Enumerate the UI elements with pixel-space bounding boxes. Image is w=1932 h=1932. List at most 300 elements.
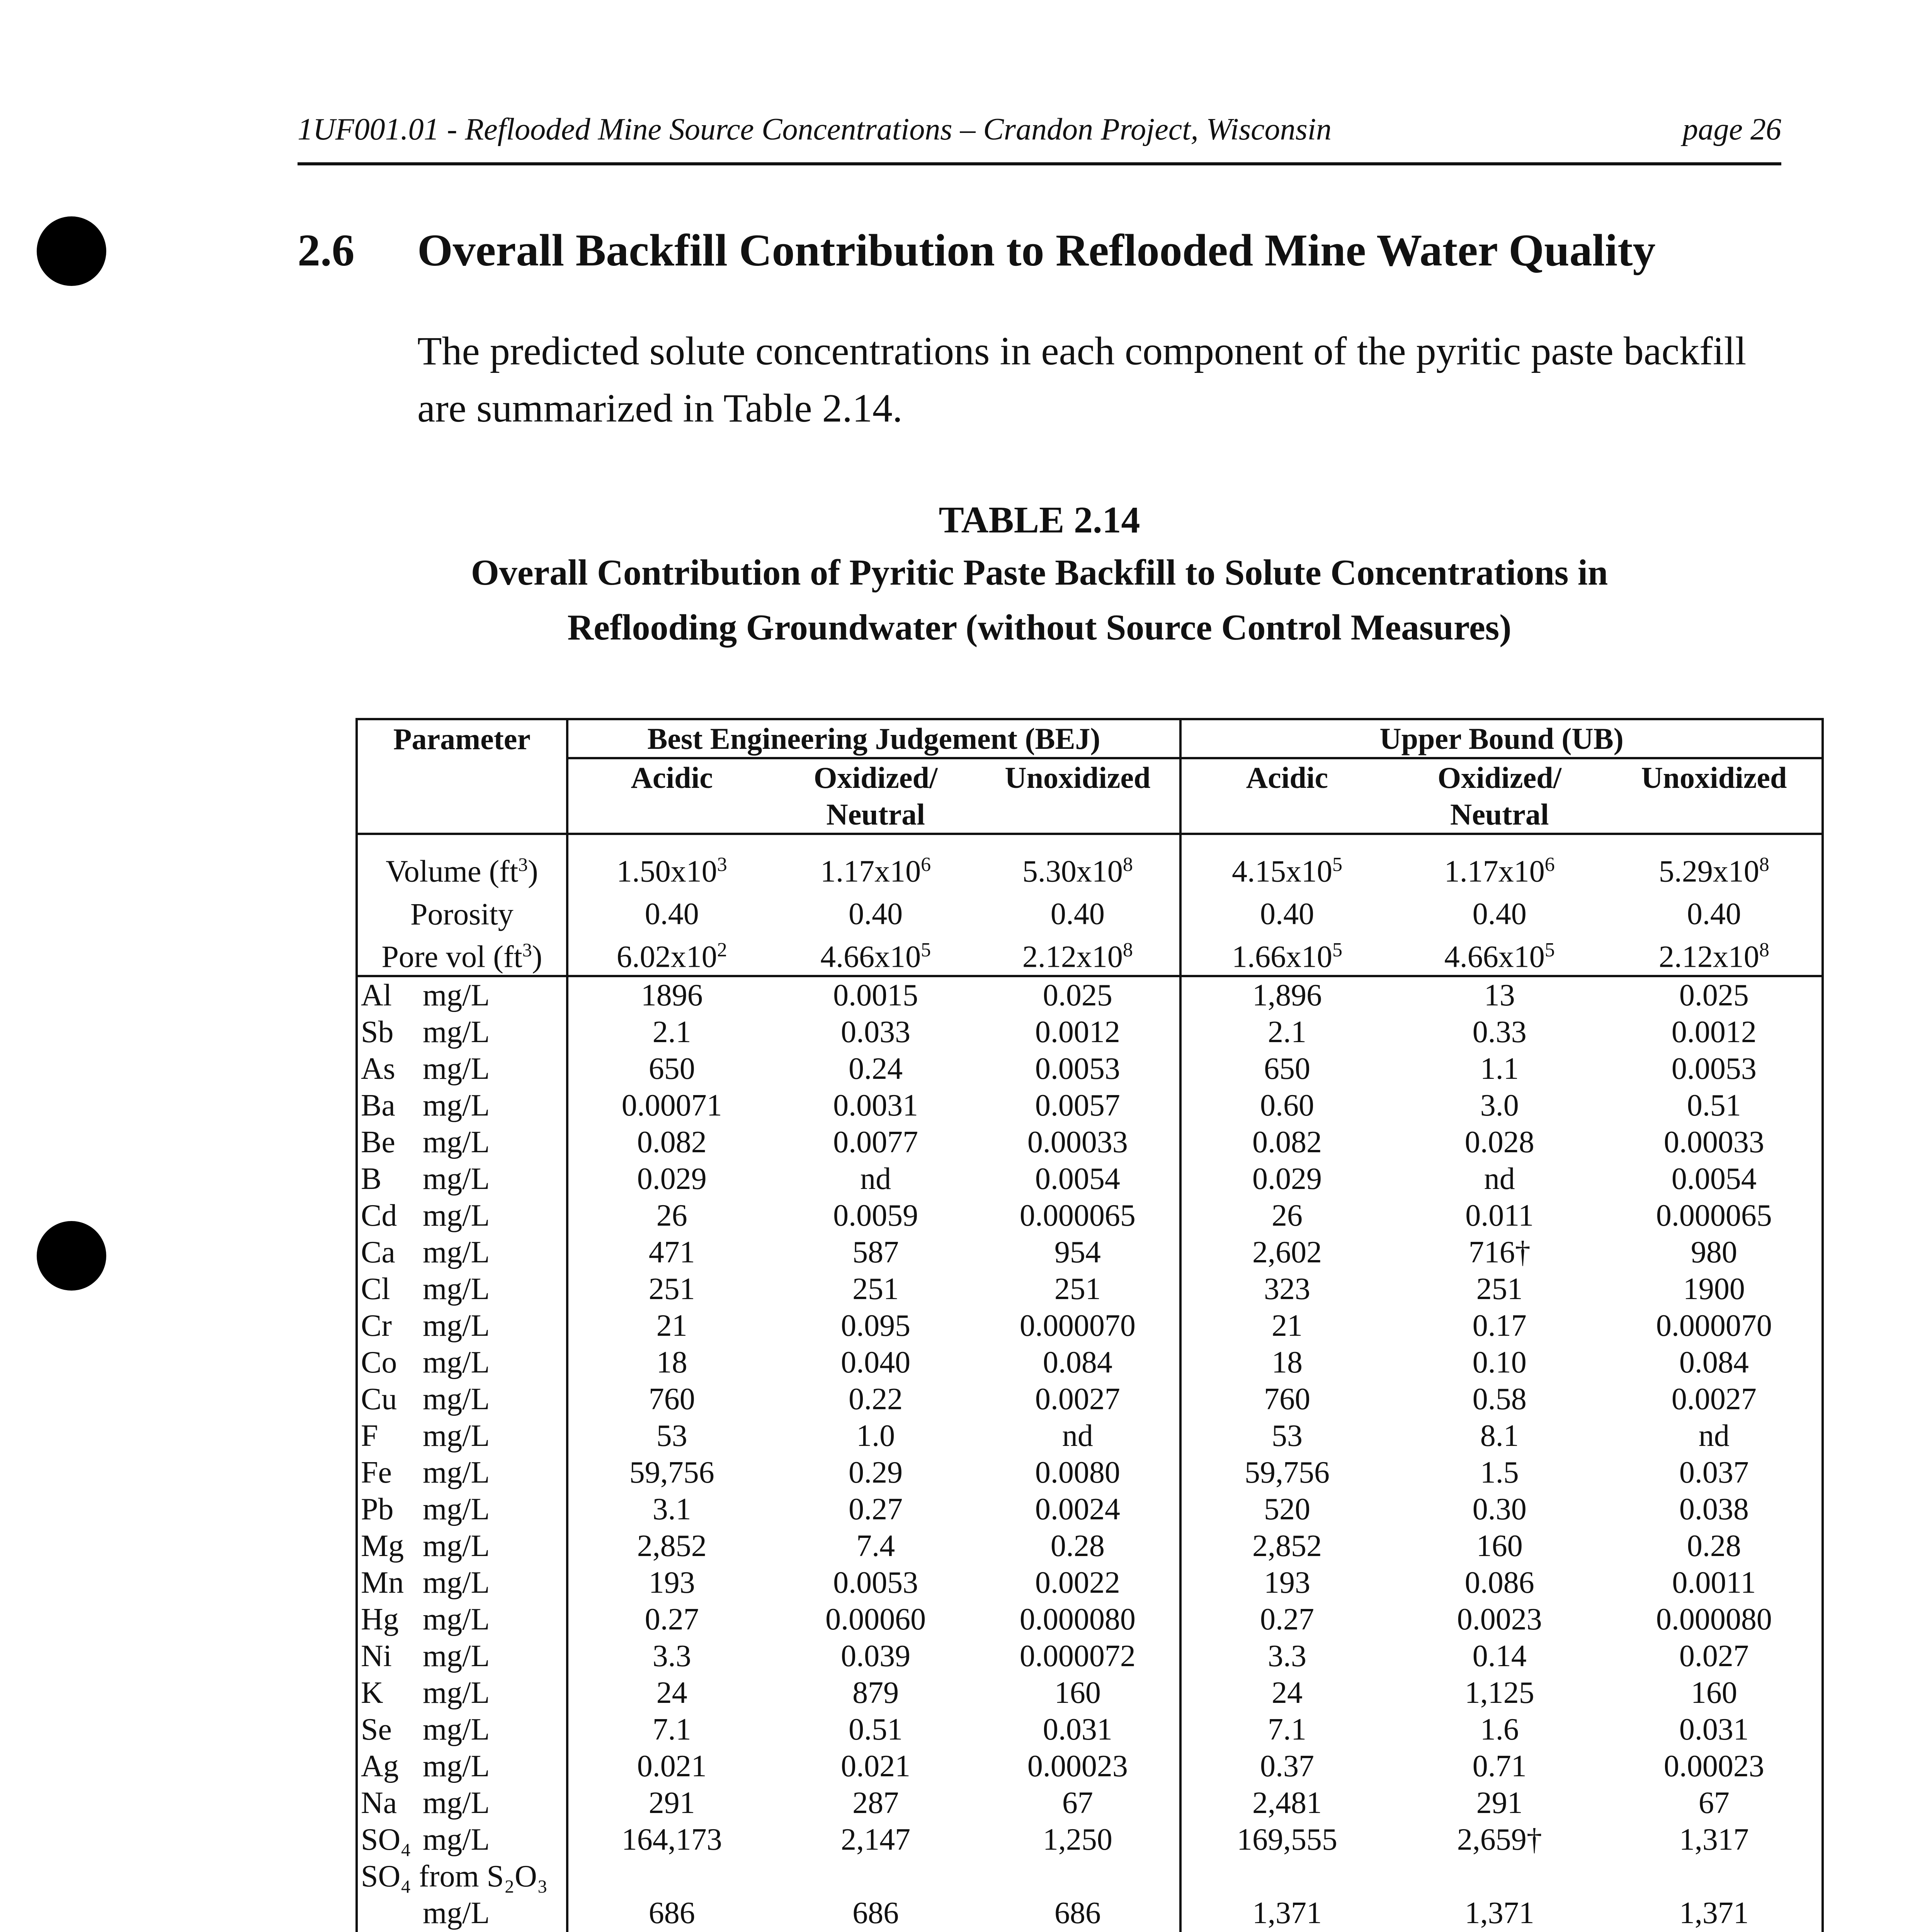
param-header-blank: [357, 758, 567, 796]
ub-oxidized-header: Oxidized/: [1437, 760, 1562, 794]
element-symbol: Cu: [361, 1382, 397, 1417]
value-cell: 0.029: [637, 1162, 707, 1196]
element-row: [357, 976, 1823, 1014]
value-cell: 160: [1476, 1529, 1523, 1563]
section-heading: [298, 224, 1656, 277]
element-unit: mg/L: [423, 1015, 490, 1049]
value-cell: 0.28: [976, 1528, 1180, 1565]
summary-label-text: Volume (ft: [386, 854, 519, 889]
value-mantissa: 1.66x10: [1231, 940, 1332, 974]
parameter-cell: [357, 1271, 567, 1308]
value-cell: 2,147: [841, 1823, 911, 1857]
element-symbol: Cr: [361, 1309, 392, 1343]
value-cell: 0.17: [1472, 1309, 1527, 1343]
element-symbol: Na: [361, 1786, 397, 1820]
bej-unoxidized-header: Unoxidized: [976, 758, 1180, 796]
value-cell: 0.000070: [976, 1308, 1180, 1344]
value-cell: 0.0024: [976, 1491, 1180, 1528]
value-cell: 0.0053: [976, 1051, 1180, 1087]
value-cell: 587: [852, 1235, 899, 1270]
element-symbol: Cl: [361, 1272, 390, 1306]
value-cell: 0.0077: [833, 1125, 918, 1160]
param-header-blank-2: [357, 796, 567, 834]
value-cell: 1,250: [976, 1821, 1180, 1858]
value-cell: 0.0022: [976, 1565, 1180, 1601]
value-mantissa: 1.50x10: [616, 854, 717, 889]
parameter-cell: [357, 1675, 567, 1711]
value-cell: 0.22: [849, 1382, 903, 1417]
value-cell: 0.00033: [976, 1124, 1180, 1161]
element-unit: mg/L: [423, 1566, 490, 1600]
value-cell: 193: [1264, 1566, 1310, 1600]
value-cell: 716†: [1468, 1235, 1531, 1270]
value-cell: 1,125: [1464, 1676, 1534, 1710]
value-cell: 21: [1271, 1309, 1303, 1343]
ub-summary-cell: [1180, 889, 1393, 932]
value-exponent: 5: [1332, 939, 1342, 961]
value-cell: 0.000065: [1607, 1197, 1823, 1234]
value-cell: 7.1: [1267, 1713, 1306, 1747]
element-unit: mg/L: [423, 1382, 490, 1417]
value-mantissa: 0.40: [1687, 897, 1741, 931]
value-cell: 7.1: [652, 1713, 691, 1747]
value-cell: 0.0054: [976, 1161, 1180, 1197]
element-row: [357, 1491, 1823, 1528]
parameter-cell: [357, 1785, 567, 1821]
value-cell: 1896: [641, 978, 703, 1013]
ub-neutral-header: Neutral: [1393, 796, 1607, 834]
element-unit: mg/L: [423, 1419, 490, 1453]
value-cell: 1,317: [1607, 1821, 1823, 1858]
element-unit: mg/L: [423, 1162, 490, 1196]
bej-summary-cell: [567, 889, 776, 932]
value-cell: 3.1: [652, 1492, 691, 1527]
value-cell: 291: [648, 1786, 695, 1820]
summary-label-sup: 3: [518, 854, 528, 875]
parameter-cell: [357, 1014, 567, 1051]
value-cell: 0.60: [1260, 1088, 1314, 1123]
ub-summary-cell: [1607, 889, 1823, 932]
value-cell: 760: [1264, 1382, 1310, 1417]
element-symbol: Sb: [361, 1015, 394, 1049]
value-cell: 0.028: [1464, 1125, 1534, 1160]
value-mantissa: 5.29x10: [1658, 854, 1759, 889]
value-cell: 13: [1484, 978, 1515, 1013]
table-caption-line1: Overall Contribution of Pyritic Paste Backfill to Solute Concentrations in: [471, 553, 1608, 593]
parameter-cell: [357, 1418, 567, 1454]
value-cell: 0.0080: [976, 1454, 1180, 1491]
blank-cell: [976, 1858, 1180, 1895]
value-cell: 0.30: [1472, 1492, 1527, 1527]
value-cell: 0.000065: [976, 1197, 1180, 1234]
parameter-cell: [357, 1381, 567, 1418]
value-cell: 3.0: [1480, 1088, 1519, 1123]
element-unit: mg/L: [423, 1345, 490, 1380]
value-cell: 251: [1476, 1272, 1523, 1306]
value-mantissa: 4.66x10: [1444, 940, 1545, 974]
value-cell: 18: [1271, 1345, 1303, 1380]
element-row: [357, 1418, 1823, 1454]
parameter-cell: [357, 1454, 567, 1491]
value-cell: 0.0012: [1607, 1014, 1823, 1051]
value-cell: 26: [1271, 1199, 1303, 1233]
ub-summary-cell: [1393, 889, 1607, 932]
value-exponent: 8: [1122, 853, 1133, 876]
summary-label-after: ): [528, 854, 538, 889]
solute-concentration-table: [355, 718, 1824, 1932]
value-cell: 0.000080: [976, 1601, 1180, 1638]
value-mantissa: 0.40: [1472, 897, 1527, 931]
value-cell: 650: [1264, 1052, 1310, 1086]
element-unit: mg/L: [423, 1602, 490, 1637]
element-row: [357, 1014, 1823, 1051]
value-cell: 0.37: [1260, 1749, 1314, 1784]
value-cell: 169,555: [1236, 1823, 1337, 1857]
value-cell: 0.14: [1472, 1639, 1527, 1673]
value-cell: 650: [648, 1052, 695, 1086]
element-symbol: Mn: [361, 1566, 404, 1600]
value-cell: 0.000072: [976, 1638, 1180, 1675]
bej-summary-cell: [776, 932, 976, 976]
parameter-cell: [357, 1748, 567, 1785]
element-symbol: F: [361, 1419, 378, 1453]
value-cell: 53: [656, 1419, 687, 1453]
value-mantissa: 4.15x10: [1231, 854, 1332, 889]
value-cell: 686: [648, 1896, 695, 1930]
value-cell: 0.00071: [621, 1088, 722, 1123]
element-row: [357, 1711, 1823, 1748]
element-symbol: Al: [361, 978, 392, 1013]
summary-row: [357, 889, 1823, 932]
value-cell: 0.025: [1607, 976, 1823, 1014]
value-mantissa: 1.17x10: [820, 854, 921, 889]
summary-label: [357, 834, 567, 889]
element-unit: mg/L: [423, 1529, 490, 1563]
value-cell: 59,756: [1244, 1456, 1330, 1490]
value-cell: 0.0053: [833, 1566, 918, 1600]
value-cell: 686: [976, 1895, 1180, 1932]
element-row: [357, 1381, 1823, 1418]
parameter-cell: [357, 1197, 567, 1234]
element-unit: mg/L: [423, 978, 490, 1013]
element-symbol: Ca: [361, 1235, 395, 1270]
parameter-cell: [357, 1491, 567, 1528]
element-row: [357, 1454, 1823, 1491]
element-row: [357, 1308, 1823, 1344]
bej-summary-cell: [567, 834, 776, 889]
value-cell: 160: [1607, 1675, 1823, 1711]
element-row: [357, 1051, 1823, 1087]
value-cell: 0.0015: [833, 978, 918, 1013]
value-cell: 1,371: [1252, 1896, 1322, 1930]
value-cell: 0.28: [1607, 1528, 1823, 1565]
element-symbol: Fe: [361, 1456, 392, 1490]
parameter-cell: [357, 1344, 567, 1381]
element-row: [357, 1675, 1823, 1711]
value-exponent: 3: [717, 853, 727, 876]
value-cell: 760: [648, 1382, 695, 1417]
summary-label: [357, 932, 567, 976]
element-symbol: Ba: [361, 1088, 395, 1123]
value-cell: 0.0011: [1607, 1565, 1823, 1601]
element-row: [357, 1234, 1823, 1271]
parameter-cell: [357, 1528, 567, 1565]
value-cell: 193: [648, 1566, 695, 1600]
element-symbol: As: [361, 1052, 395, 1086]
element-unit: mg/L: [423, 1052, 490, 1086]
parameter-cell: [357, 1601, 567, 1638]
value-exponent: 8: [1759, 853, 1769, 876]
value-cell: 2,602: [1252, 1235, 1322, 1270]
value-cell: 0.037: [1607, 1454, 1823, 1491]
value-cell: 0.027: [1607, 1638, 1823, 1675]
value-cell: 0.51: [1607, 1087, 1823, 1124]
thiosulfate-unit: mg/L: [423, 1896, 490, 1930]
value-mantissa: 0.40: [1260, 897, 1314, 931]
value-cell: 291: [1476, 1786, 1523, 1820]
intro-paragraph: The predicted solute concentrations in each component of the pyritic paste backfill are summarized in Table 2.14.: [417, 329, 1747, 430]
ub-acidic-header: Acidic: [1246, 760, 1328, 794]
element-row: [357, 1638, 1823, 1675]
element-unit: mg/L: [423, 1272, 490, 1306]
parameter-cell: [357, 1638, 567, 1675]
value-cell: nd: [976, 1418, 1180, 1454]
value-cell: 3.3: [652, 1639, 691, 1673]
bej-neutral-header: Neutral: [776, 796, 976, 834]
blank-cell: [1607, 1858, 1823, 1895]
binder-hole-middle: [37, 1221, 106, 1291]
element-row: [357, 1528, 1823, 1565]
element-symbol: K: [361, 1676, 383, 1710]
value-cell: nd: [860, 1162, 891, 1196]
value-exponent: 6: [1544, 853, 1555, 876]
element-symbol: SO₄: [361, 1823, 412, 1857]
element-unit: mg/L: [423, 1456, 490, 1490]
value-cell: 1,371: [1607, 1895, 1823, 1932]
element-symbol: Se: [361, 1713, 392, 1747]
bej-summary-cell: [976, 889, 1180, 932]
value-cell: 251: [976, 1271, 1180, 1308]
value-cell: 0.038: [1607, 1491, 1823, 1528]
value-cell: 0.040: [841, 1345, 911, 1380]
summary-label-text: Pore vol (ft: [381, 940, 522, 974]
element-symbol: Cd: [361, 1199, 397, 1233]
value-cell: nd: [1484, 1162, 1515, 1196]
blank-cell: [976, 796, 1180, 834]
thiosulfate-label: SO₄ from S₂O₃: [357, 1858, 567, 1895]
blank-cell: [567, 796, 776, 834]
header-title: 1UF001.01 - Reflooded Mine Source Concentrations – Crandon Project, Wisconsin: [298, 112, 1332, 146]
element-row: [357, 1565, 1823, 1601]
table-label: TABLE 2.14: [939, 499, 1140, 541]
bej-header: Best Engineering Judgement (BEJ): [567, 719, 1180, 758]
value-cell: 67: [976, 1785, 1180, 1821]
thiosulfate-unit-cell: [357, 1895, 567, 1932]
value-cell: 954: [976, 1234, 1180, 1271]
element-unit: mg/L: [423, 1749, 490, 1784]
element-symbol: B: [361, 1162, 382, 1196]
value-cell: 2,852: [637, 1529, 707, 1563]
parameter-cell: [357, 976, 567, 1014]
value-cell: 980: [1607, 1234, 1823, 1271]
value-cell: 0.0057: [976, 1087, 1180, 1124]
value-cell: 2,852: [1252, 1529, 1322, 1563]
value-cell: 0.039: [841, 1639, 911, 1673]
parameter-cell: [357, 1821, 567, 1858]
parameter-cell: [357, 1565, 567, 1601]
value-cell: 323: [1264, 1272, 1310, 1306]
element-unit: mg/L: [423, 1676, 490, 1710]
param-header: Parameter: [357, 719, 567, 758]
value-cell: 0.095: [841, 1309, 911, 1343]
value-cell: 8.1: [1480, 1419, 1519, 1453]
section-number: 2.6: [298, 225, 355, 276]
value-cell: 0.00023: [976, 1748, 1180, 1785]
value-cell: 1.0: [856, 1419, 895, 1453]
value-cell: 1.1: [1480, 1052, 1519, 1086]
ub-header: Upper Bound (UB): [1180, 719, 1823, 758]
summary-label: [357, 889, 567, 932]
element-symbol: Pb: [361, 1492, 394, 1527]
element-row: [357, 1601, 1823, 1638]
element-unit: mg/L: [423, 1639, 490, 1673]
summary-label-sup: 3: [522, 939, 532, 961]
value-cell: 0.0012: [976, 1014, 1180, 1051]
value-cell: 18: [656, 1345, 687, 1380]
value-cell: 471: [648, 1235, 695, 1270]
ub-unoxidized-header: Unoxidized: [1607, 758, 1823, 796]
ub-summary-cell: [1180, 834, 1393, 889]
ub-summary-cell: [1393, 932, 1607, 976]
element-unit: mg/L: [423, 1713, 490, 1747]
value-exponent: 5: [1332, 853, 1342, 876]
value-cell: 0.0027: [976, 1381, 1180, 1418]
bej-summary-cell: [776, 889, 976, 932]
value-cell: 0.0031: [833, 1088, 918, 1123]
element-symbol: Co: [361, 1345, 397, 1380]
element-unit: mg/L: [423, 1823, 490, 1857]
value-exponent: 8: [1759, 939, 1769, 961]
value-cell: 520: [1264, 1492, 1310, 1527]
element-row: [357, 1161, 1823, 1197]
element-unit: mg/L: [423, 1125, 490, 1160]
value-cell: 3.3: [1267, 1639, 1306, 1673]
value-cell: 686: [852, 1896, 899, 1930]
value-cell: nd: [1607, 1418, 1823, 1454]
value-cell: 0.033: [841, 1015, 911, 1049]
value-cell: 67: [1607, 1785, 1823, 1821]
value-cell: 24: [1271, 1676, 1303, 1710]
bej-summary-cell: [776, 834, 976, 889]
value-exponent: 2: [717, 939, 727, 961]
value-mantissa: 6.02x10: [616, 940, 717, 974]
parameter-cell: [357, 1234, 567, 1271]
element-unit: mg/L: [423, 1199, 490, 1233]
value-cell: 1,371: [1464, 1896, 1534, 1930]
value-cell: 0.0054: [1607, 1161, 1823, 1197]
summary-label-after: ): [532, 940, 543, 974]
value-cell: 251: [852, 1272, 899, 1306]
value-cell: 0.27: [1260, 1602, 1314, 1637]
value-cell: 7.4: [856, 1529, 895, 1563]
value-cell: 0.0059: [833, 1199, 918, 1233]
value-mantissa: 0.40: [1050, 897, 1105, 931]
value-mantissa: 2.12x10: [1658, 940, 1759, 974]
element-unit: mg/L: [423, 1492, 490, 1527]
value-cell: 0.51: [849, 1713, 903, 1747]
value-cell: 0.00060: [825, 1602, 926, 1637]
bej-oxidized-header: Oxidized/: [813, 760, 938, 794]
parameter-cell: [357, 1087, 567, 1124]
parameter-cell: [357, 1124, 567, 1161]
value-cell: 2,481: [1252, 1786, 1322, 1820]
value-exponent: 5: [921, 939, 931, 961]
element-unit: mg/L: [423, 1088, 490, 1123]
value-cell: 2,659†: [1457, 1823, 1542, 1857]
value-cell: 160: [976, 1675, 1180, 1711]
ub-summary-cell: [1607, 834, 1823, 889]
table-caption-line2: Reflooding Groundwater (without Source Control Measures): [567, 607, 1512, 648]
value-cell: 0.10: [1472, 1345, 1527, 1380]
element-symbol: Ni: [361, 1639, 392, 1673]
value-cell: 53: [1271, 1419, 1303, 1453]
value-cell: 0.082: [637, 1125, 707, 1160]
value-cell: 0.011: [1465, 1199, 1534, 1233]
bej-summary-cell: [976, 932, 1180, 976]
value-cell: 59,756: [629, 1456, 714, 1490]
element-symbol: Be: [361, 1125, 395, 1160]
value-cell: 0.0027: [1607, 1381, 1823, 1418]
element-unit: mg/L: [423, 1309, 490, 1343]
summary-row: [357, 834, 1823, 889]
ub-summary-cell: [1180, 932, 1393, 976]
value-cell: 0.025: [976, 976, 1180, 1014]
value-cell: 0.58: [1472, 1382, 1527, 1417]
blank-cell: [1180, 1858, 1393, 1895]
header-page-number: page 26: [1682, 112, 1781, 146]
value-mantissa: 4.66x10: [820, 940, 921, 974]
thiosulfate-label-row: [357, 1858, 1823, 1895]
value-mantissa: 2.12x10: [1022, 940, 1123, 974]
value-cell: 879: [852, 1676, 899, 1710]
page-header: [298, 112, 1781, 147]
value-cell: 2.1: [652, 1015, 691, 1049]
value-cell: 0.084: [976, 1344, 1180, 1381]
blank-cell: [567, 1858, 776, 1895]
parameter-cell: [357, 1161, 567, 1197]
element-row: [357, 1087, 1823, 1124]
value-cell: 0.029: [1252, 1162, 1322, 1196]
value-cell: 0.086: [1464, 1566, 1534, 1600]
value-cell: 287: [852, 1786, 899, 1820]
header-rule: [298, 162, 1781, 165]
value-cell: 164,173: [621, 1823, 722, 1857]
binder-hole-top: [37, 216, 106, 286]
ub-summary-cell: [1607, 932, 1823, 976]
value-cell: 1.6: [1480, 1713, 1519, 1747]
value-exponent: 8: [1122, 939, 1133, 961]
thiosulfate-value-row: [357, 1895, 1823, 1932]
element-symbol: Ag: [361, 1749, 399, 1784]
summary-row: [357, 932, 1823, 976]
element-row: [357, 1344, 1823, 1381]
value-cell: 1.5: [1480, 1456, 1519, 1490]
element-symbol: Mg: [361, 1529, 404, 1563]
value-cell: 0.29: [849, 1456, 903, 1490]
blank-cell: [1607, 796, 1823, 834]
value-exponent: 5: [1544, 939, 1555, 961]
value-cell: 0.021: [841, 1749, 911, 1784]
